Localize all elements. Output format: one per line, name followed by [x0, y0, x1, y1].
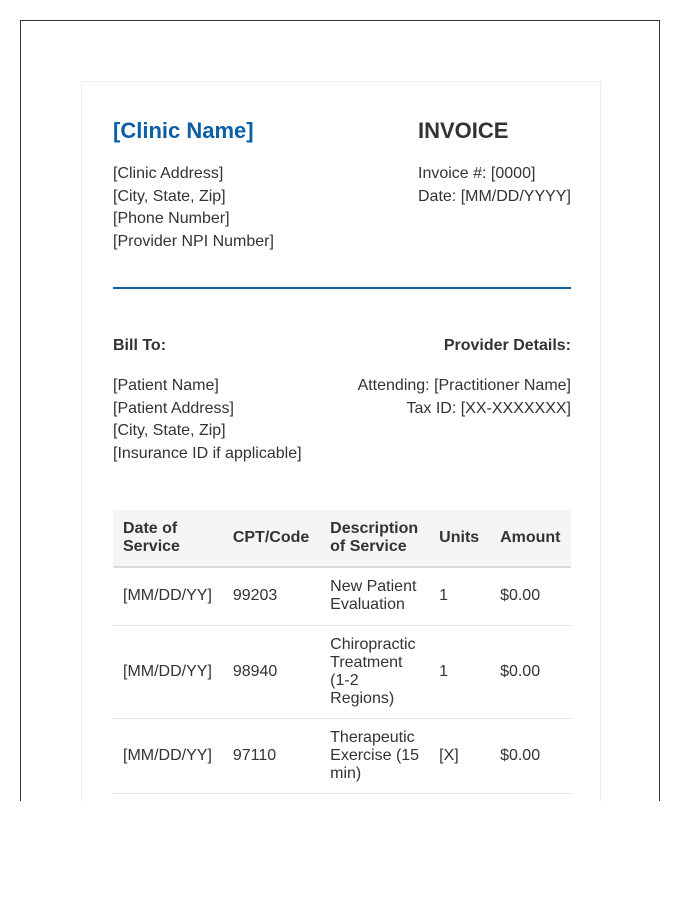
- cell-code: 99203: [223, 567, 320, 625]
- insurance-id: [Insurance ID if applicable]: [113, 444, 302, 462]
- cell-units: 1: [429, 567, 490, 625]
- invoice-title: INVOICE: [418, 118, 509, 143]
- column-header-description: Description of Service: [320, 510, 429, 567]
- clinic-phone: [Phone Number]: [113, 210, 230, 227]
- column-header-date: Date of Service: [113, 510, 223, 567]
- document-frame: [20, 20, 660, 801]
- column-header-code: CPT/Code: [223, 510, 320, 567]
- clinic-name: [Clinic Name]: [113, 118, 254, 143]
- invoice-number: Invoice #: [0000]: [418, 165, 536, 182]
- cell-description: New Patient Evaluation: [320, 567, 429, 625]
- cell-amount: $0.00: [490, 567, 571, 625]
- cell-units: 1: [429, 625, 490, 718]
- bill-to-heading: Bill To:: [113, 337, 167, 354]
- cell-date: [MM/DD/YY]: [113, 718, 223, 793]
- provider-details-heading: Provider Details:: [443, 337, 571, 354]
- tax-id: Tax ID: [XX-XXXXXXX]: [406, 399, 571, 417]
- cell-amount: $0.00: [490, 718, 571, 793]
- bill-to-info: [113, 375, 302, 465]
- cell-description: Therapeutic Exercise (15 min): [320, 718, 429, 793]
- table-header-row: [113, 510, 571, 567]
- patient-address: [Patient Address]: [113, 399, 234, 417]
- column-header-amount: Amount: [490, 510, 571, 567]
- services-table: [113, 510, 571, 794]
- header-divider: [113, 287, 571, 289]
- cell-date: [MM/DD/YY]: [113, 567, 223, 625]
- column-header-units: Units: [429, 510, 490, 567]
- attending-practitioner: Attending: [Practitioner Name]: [357, 377, 571, 394]
- cell-date: [MM/DD/YY]: [113, 625, 223, 718]
- table-row: [113, 567, 571, 625]
- invoice-meta: [418, 163, 571, 208]
- provider-info: [358, 375, 571, 420]
- cell-amount: $0.00: [490, 625, 571, 718]
- cell-code: 98940: [223, 625, 320, 718]
- clinic-info: [113, 163, 274, 253]
- cell-code: 97110: [223, 718, 320, 793]
- clinic-address: [Clinic Address]: [113, 165, 224, 182]
- table-row: [113, 625, 571, 718]
- patient-name: [Patient Name]: [113, 377, 219, 394]
- clinic-city: [City, State, Zip]: [113, 187, 226, 205]
- invoice-date: Date: [MM/DD/YYYY]: [418, 187, 571, 205]
- clinic-npi: [Provider NPI Number]: [113, 232, 274, 250]
- invoice-page: [81, 81, 601, 801]
- cell-units: [X]: [429, 718, 490, 793]
- table-row: [113, 718, 571, 793]
- patient-city: [City, State, Zip]: [113, 422, 226, 439]
- cell-description: Chiropractic Treatment (1-2 Regions): [320, 625, 429, 718]
